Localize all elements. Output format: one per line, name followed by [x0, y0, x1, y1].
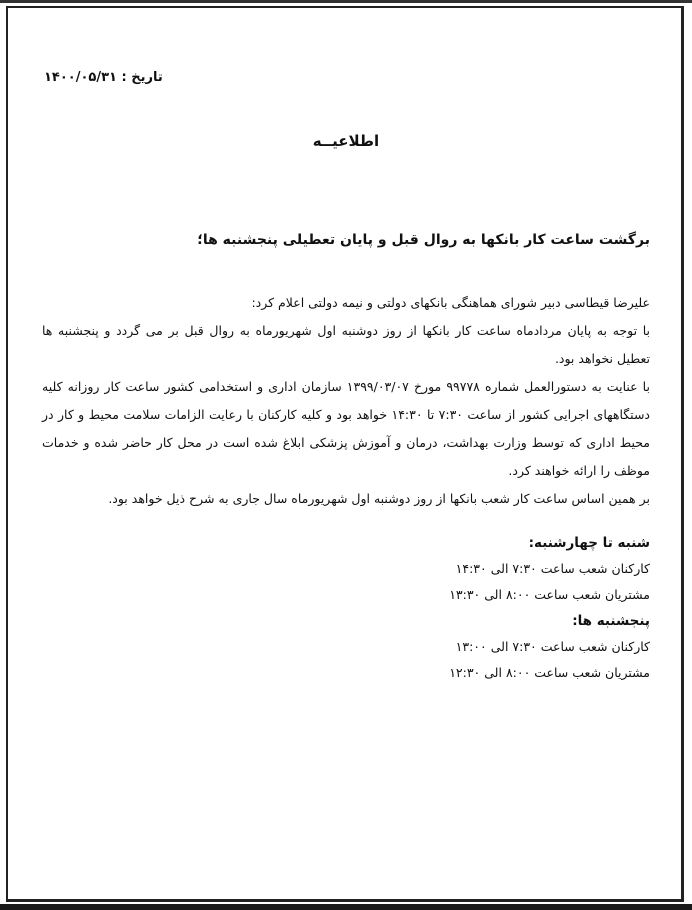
thursday-staff-hours: کارکنان شعب ساعت ۷:۳۰ الی ۱۳:۰۰ — [455, 639, 650, 654]
document-date: تاریخ : ۱۴۰۰/۰۵/۳۱ — [44, 70, 163, 85]
bottom-edge — [0, 904, 692, 910]
document-body — [42, 289, 650, 513]
schedule — [449, 530, 650, 686]
paragraph: علیرضا قیطاسی دبیر شورای هماهنگی بانکهای دولتی و نیمه دولتی اعلام کرد: — [251, 295, 650, 310]
paragraph: بر همین اساس ساعت کار شعب بانکها از روز دوشنبه اول شهریورماه سال جاری به شرح ذیل خواهد بود. — [108, 491, 650, 506]
document-title: اطلاعیــه — [312, 132, 380, 150]
paragraph: با توجه به پایان مردادماه ساعت کار بانکها از روز دوشنبه اول شهریورماه به روال قبل بر می گردد و پنجشنبه ها تعطیل نخواهد بود. — [42, 323, 650, 366]
weekdays-staff-hours: کارکنان شعب ساعت ۷:۳۰ الی ۱۴:۳۰ — [455, 561, 650, 576]
weekdays-heading: شنبه تا چهارشنبه: — [528, 535, 650, 551]
paragraph: با عنایت به دستورالعمل شماره ۹۹۷۷۸ مورخ ۱۳۹۹/۰۳/۰۷ سازمان اداری و استخدامی کشور ساعت کار روزانه کلیه دستگاههای اجرایی کشور از ساعت ۷:۳۰ تا ۱۴:۳۰ خواهد بود و کلیه کارکنان با رعایت الزامات سلامت محیط و کار در محیط اداری که توسط وزارت بهداشت، درمان و آموزش پزشکی ابلاغ شده است در محل کار حاضر شده و خدمات موظف را ارائه خواهند کرد. — [42, 379, 650, 478]
thursday-customer-hours: مشتریان شعب ساعت ۸:۰۰ الی ۱۲:۳۰ — [449, 665, 650, 680]
top-edge — [0, 0, 692, 3]
thursday-heading: پنجشنبه ها: — [572, 613, 650, 629]
weekdays-customer-hours: مشتریان شعب ساعت ۸:۰۰ الی ۱۳:۳۰ — [449, 587, 650, 602]
document-subject: برگشت ساعت کار بانکها به روال قبل و پایان تعطیلی پنجشنبه ها؛ — [197, 232, 650, 248]
